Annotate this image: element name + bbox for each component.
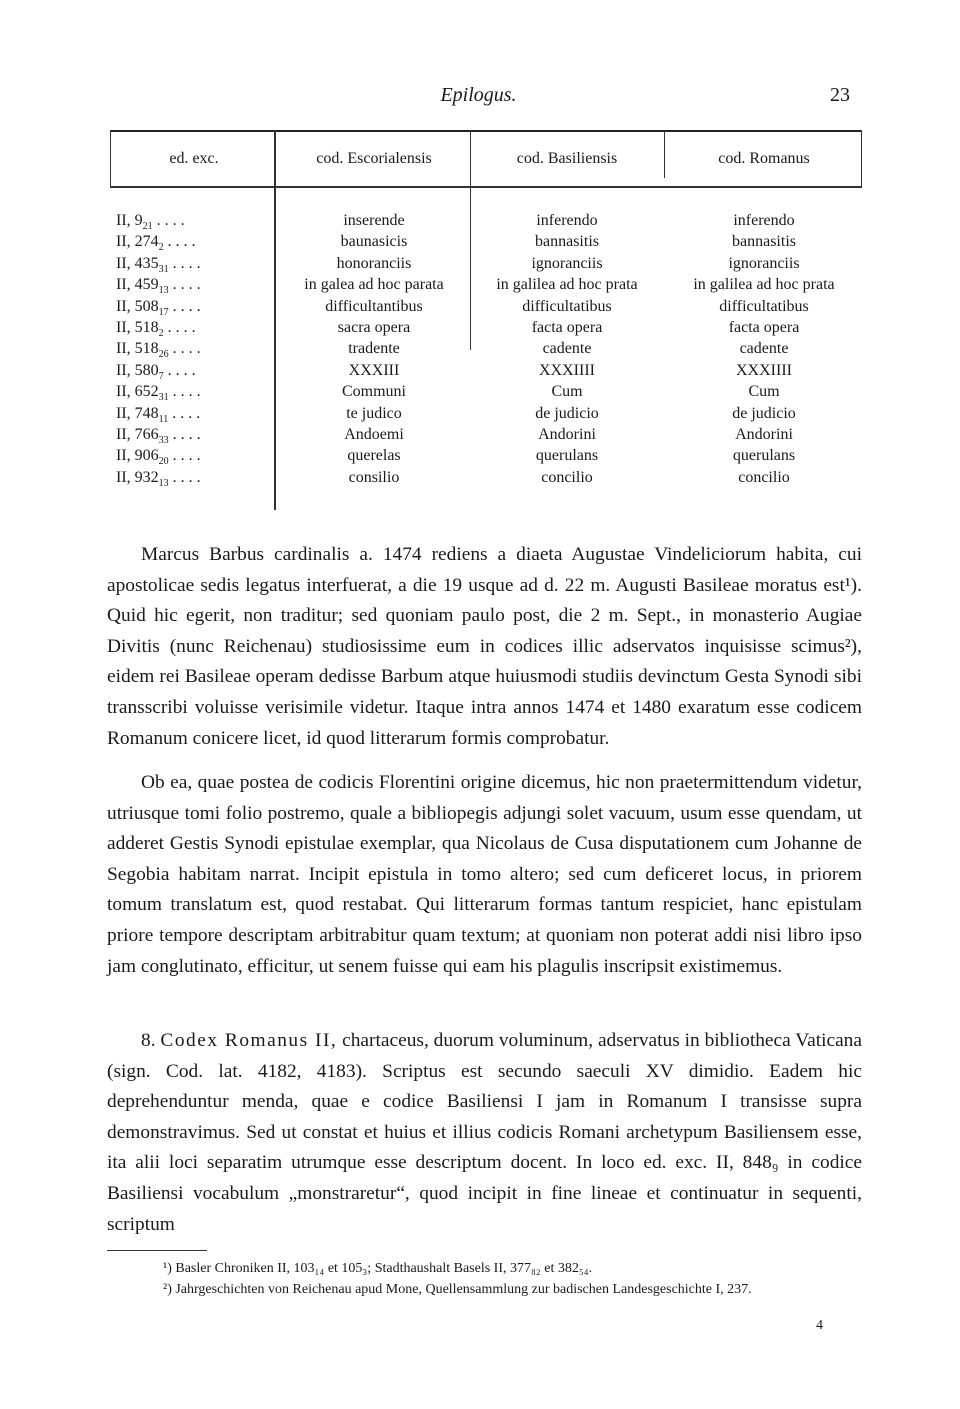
reading-rom: cadente xyxy=(739,340,789,358)
reading-bas: Cum xyxy=(551,383,583,401)
reading-rom: in galilea ad hoc prata xyxy=(693,276,835,294)
reading-esc: consilio xyxy=(348,468,400,486)
table-divider xyxy=(110,130,111,186)
reading-esc: XXXIII xyxy=(348,361,400,379)
reading-bas: XXXIIII xyxy=(539,361,595,379)
section-number: 8. xyxy=(141,1030,156,1051)
reading-rom: facta opera xyxy=(728,319,800,336)
table-row xyxy=(110,340,862,361)
edition-reference: II, $748_{11}$ . . . . xyxy=(116,404,201,425)
signature-mark: 4 xyxy=(816,1318,823,1333)
reading-esc: difficultantibus xyxy=(325,297,423,315)
table-row xyxy=(110,276,862,297)
reading-rom: Andorini xyxy=(735,426,793,443)
paragraph-3 xyxy=(107,1026,862,1240)
reading-bas: concilio xyxy=(541,468,593,486)
paragraph-1 xyxy=(107,540,862,754)
reading-bas: de judicio xyxy=(535,404,599,422)
paragraph-text: Ob ea, quae postea de codicis Florentini origine dicemus, hic non praetermittendum videtur, utriusque tomi folio postremo, quale a bibliopegis adjungi solet vacuum, usum esse quendam, ut adderet Gestis Synodi epistulae exemplar, qua Nicolaus de Cusa disputationem cum Johanne de Segobia habitam narrat. Incipit epistula in tomo altero; sed cum deficeret locus, in priorem tomum translatum est, quod restabat. Qui litterarum formas tantum respiciet, hanc epistulam priore tempore descriptam arbitrabitur quam textum; at quoniam non poterat addi nisi libro ipso jam conglutinato, efficitur, ut senem fuisse qui eam his plagulis inscripsit existimemus. xyxy=(107,772,862,977)
edition-reference: II, $932_{13}$ . . . . xyxy=(116,468,201,489)
running-title: Epilogus. xyxy=(440,84,517,106)
page-number: 23 xyxy=(830,84,850,106)
table-row xyxy=(110,255,862,276)
reading-esc: in galea ad hoc parata xyxy=(304,276,444,294)
edition-reference: II, $274_2$ . . . . xyxy=(116,233,196,254)
edition-reference: II, $459_{13}$ . . . . xyxy=(116,276,201,297)
reading-esc: baunasicis xyxy=(340,233,408,251)
reading-esc: tradente xyxy=(348,340,400,358)
table-row xyxy=(110,469,862,490)
reading-rom: querulans xyxy=(732,447,796,465)
footnote-1: ¹) Basler Chroniken II, 103₁₄ et 105₃; Stadthaushalt Basels II, 377₈₂ et 382₅₄. xyxy=(163,1261,593,1276)
column-header: ed. exc. xyxy=(169,150,219,167)
table-row xyxy=(110,426,862,447)
footnotes xyxy=(107,1258,862,1300)
reading-bas: cadente xyxy=(542,340,592,358)
reading-esc: Andoemi xyxy=(344,426,404,443)
reading-esc: honoranciis xyxy=(336,254,412,272)
edition-reference: II, $435_{31}$ . . . . xyxy=(116,254,201,275)
reading-esc: Communi xyxy=(341,383,406,401)
edition-reference: II, $518_{26}$ . . . . xyxy=(116,340,201,361)
reading-esc: sacra opera xyxy=(337,319,411,336)
reading-bas: in galilea ad hoc prata xyxy=(496,276,638,294)
table-row xyxy=(110,298,862,319)
edition-reference: II, $652_{31}$ . . . . xyxy=(116,383,201,404)
page-header xyxy=(107,84,850,108)
reading-rom: inferendo xyxy=(733,212,795,229)
reading-rom: Cum xyxy=(748,383,780,401)
table-row xyxy=(110,447,862,468)
edition-reference: II, $508_{17}$ . . . . xyxy=(116,297,201,318)
section-heading: Codex Romanus II, xyxy=(160,1030,338,1051)
variant-readings-table xyxy=(110,130,862,510)
column-header: cod. Basiliensis xyxy=(516,150,618,167)
footnote-2: ²) Jahrgeschichten von Reichenau apud Mone, Quellensammlung zur badischen Landesgeschichte I, 237. xyxy=(163,1282,752,1297)
edition-reference: II, $766_{33}$ . . . . xyxy=(116,426,201,447)
reading-rom: difficultatibus xyxy=(719,297,809,315)
column-header: cod. Romanus xyxy=(718,150,810,167)
column-header: cod. Escorialensis xyxy=(316,150,432,167)
reading-bas: querulans xyxy=(535,447,599,465)
table-row xyxy=(110,362,862,383)
table-header-rule xyxy=(110,186,862,188)
reading-rom: de judicio xyxy=(732,404,796,422)
edition-reference: II, $580_7$ . . . . xyxy=(116,361,196,382)
table-row xyxy=(110,319,862,340)
reading-rom: ignoranciis xyxy=(728,254,800,272)
paragraph-text: chartaceus, duorum voluminum, adservatus in bibliotheca Vaticana (sign. Cod. lat. 4182, 4183). Scriptus est secundo saeculi XV dimidio. Eadem hic deprehenduntur menda, quae e codice Basiliensi I jam in Romanum I transisse supra demonstravimus. Sed ut constat et huius et illius codicis Romani archetypum Basiliensem esse, ita alii loci separatim utrumque esse descriptum docent. In loco ed. exc. II, 848₉ in codice Basiliensi vocabulum „monstraretur“, quod incipit in fine lineae et continuatur in sequenti, scriptum xyxy=(107,1030,862,1235)
reading-bas: bannasitis xyxy=(535,233,599,251)
paragraph-2 xyxy=(107,768,862,982)
reading-bas: inferendo xyxy=(536,212,598,229)
table-divider xyxy=(664,130,665,178)
reading-bas: facta opera xyxy=(531,319,603,336)
reading-esc: te judico xyxy=(346,404,402,422)
reading-esc: querelas xyxy=(347,447,401,465)
reading-rom: XXXIIII xyxy=(736,361,792,379)
reading-bas: Andorini xyxy=(538,426,596,443)
paragraph-text: Marcus Barbus cardinalis a. 1474 rediens a diaeta Augustae Vindeliciorum habita, cui apostolicae sedis legatus interfuerat, a die 19 usque ad d. 22 m. Augusti Basileae moratus est¹). Quid hic egerit, non traditur; sed quoniam paulo post, die 2 m. Sept., in monasterio Augiae Divitis (nunc Reichenau) studiosissime eum in codices illic adservatos inquisisse scimus²), eidem rei Basileae operam dedisse Barbum atque huiusmodi studiis devinctum Gesta Synodi sibi transscribi voluisse verisimile videtur. Itaque intra annos 1474 et 1480 exaratum esse codicem Romanum conicere licet, id quod litterarum formis comprobatur. xyxy=(107,544,862,749)
reading-bas: ignoranciis xyxy=(531,254,603,272)
reading-bas: difficultatibus xyxy=(522,297,612,315)
edition-reference: II, $518_2$ . . . . xyxy=(116,319,196,340)
table-row xyxy=(110,383,862,404)
reading-rom: concilio xyxy=(738,468,790,486)
table-row xyxy=(110,233,862,254)
table-top-rule xyxy=(110,130,862,132)
reading-esc: inserende xyxy=(343,212,405,229)
reading-rom: bannasitis xyxy=(732,233,796,251)
table-row xyxy=(110,405,862,426)
edition-reference: II, $9_{21}$ . . . . xyxy=(116,212,185,233)
edition-reference: II, $906_{20}$ . . . . xyxy=(116,447,201,468)
table-row xyxy=(110,212,862,233)
footnote-rule xyxy=(107,1250,207,1251)
